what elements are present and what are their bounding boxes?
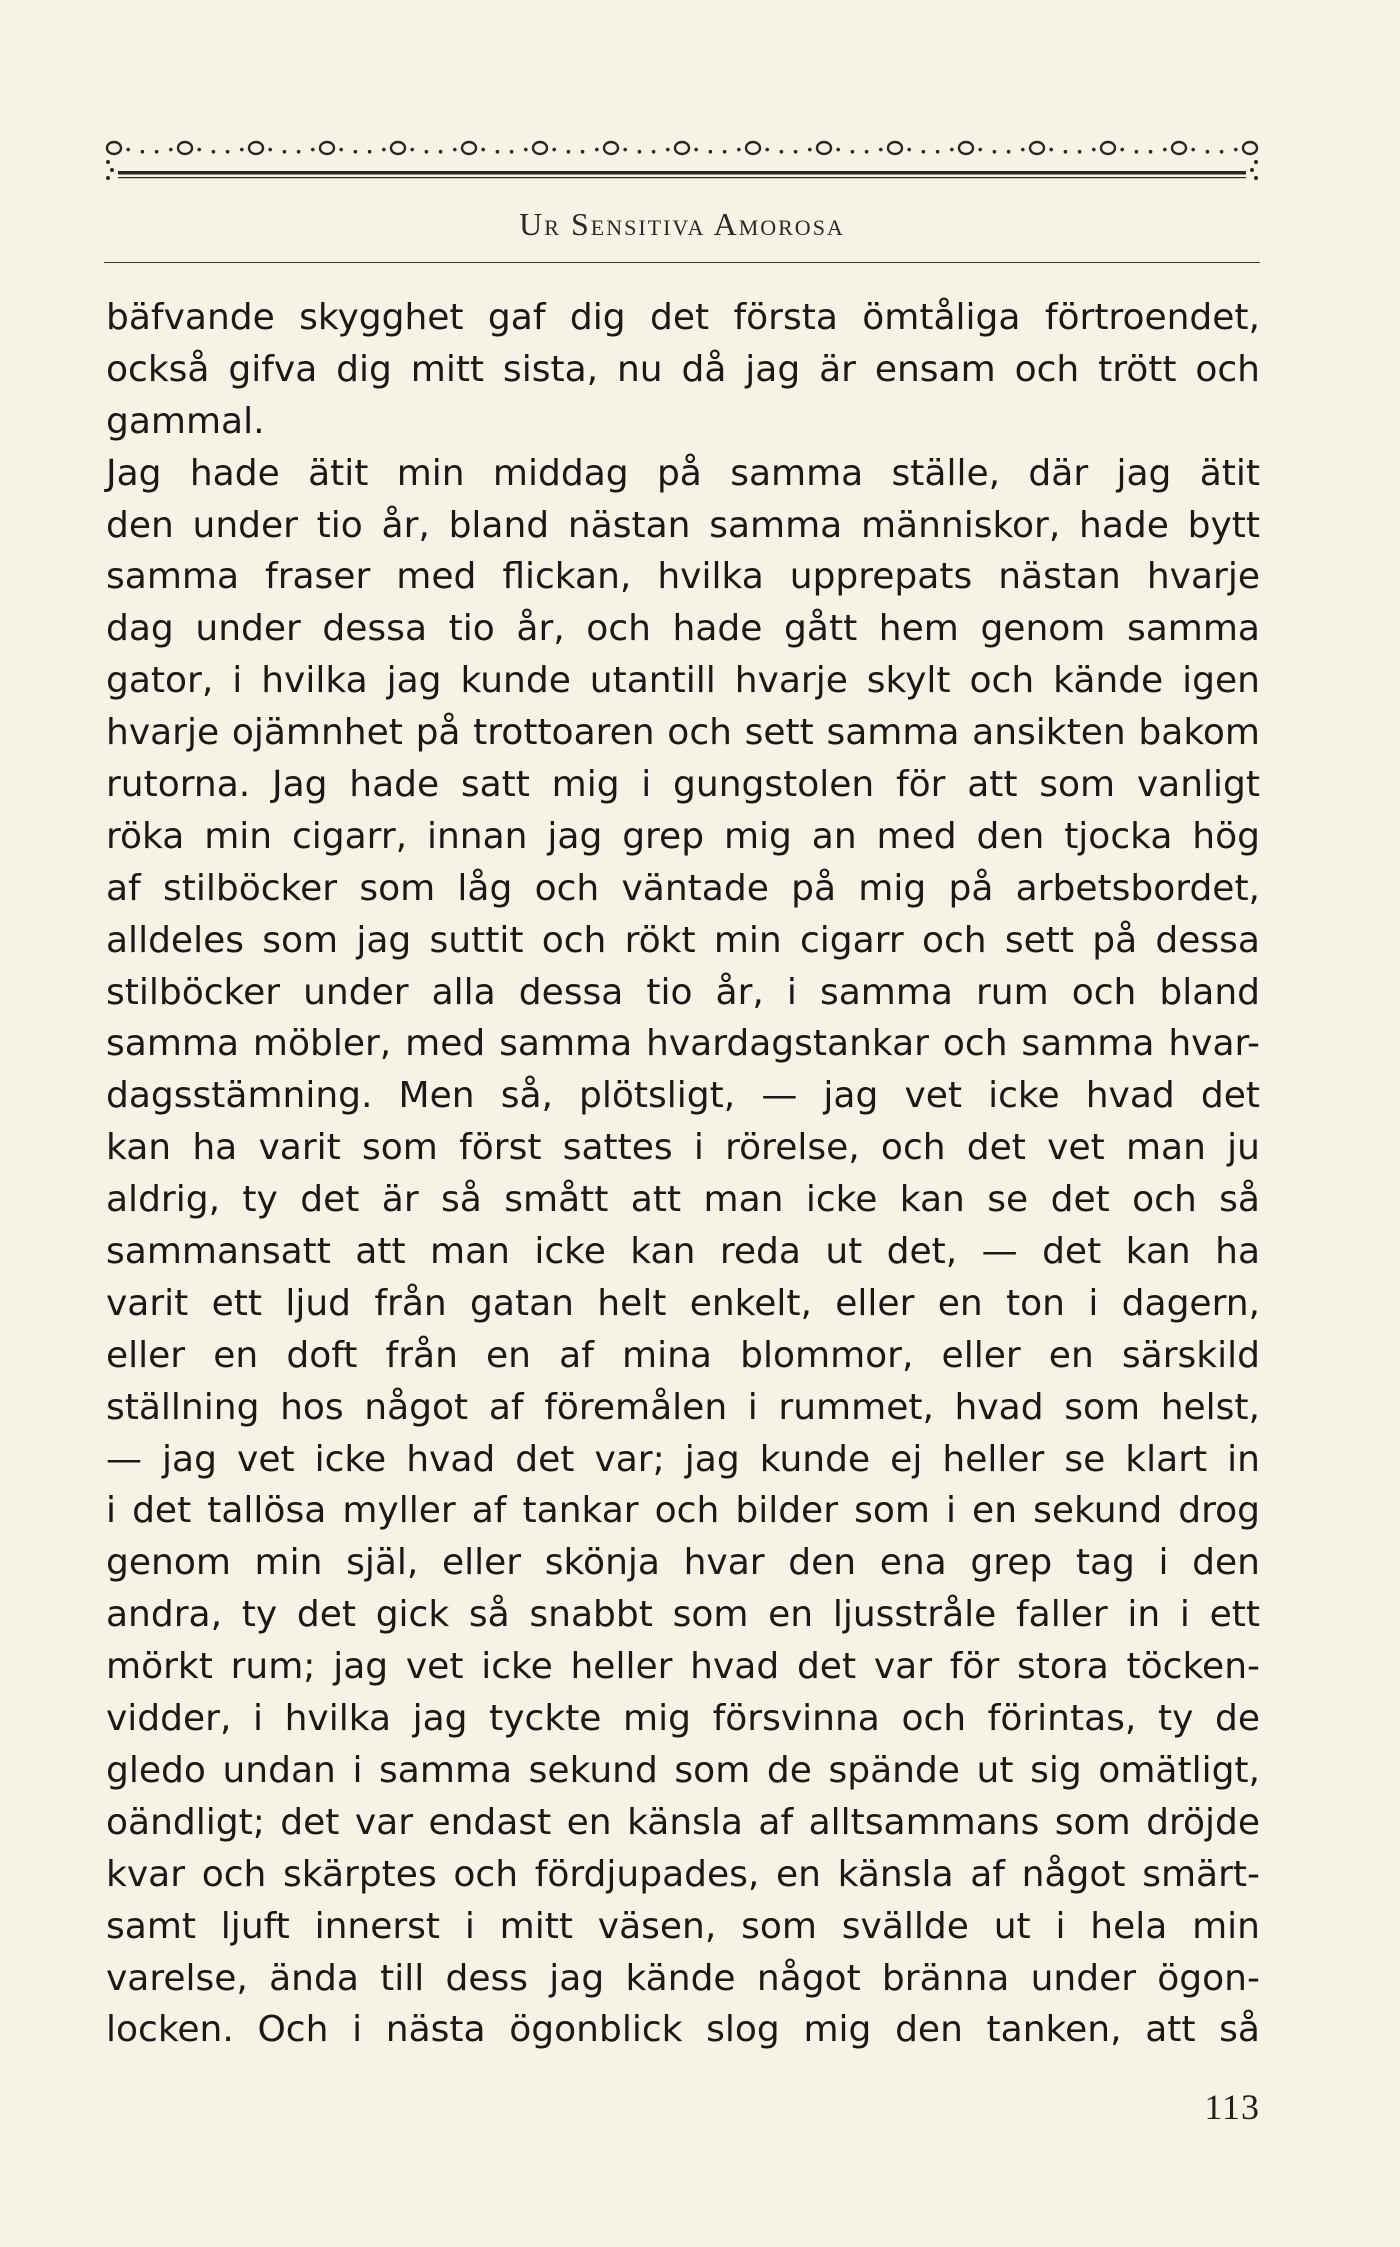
text-line: bäfvande skygghet gaf dig det första ömtåliga förtroendet,	[106, 297, 1260, 338]
text-line: oändligt; det var endast en känsla af alltsammans som dröjde	[106, 1801, 1260, 1843]
text-line: i det tallösa myller af tankar och bilder som i en sekund drog	[106, 1490, 1260, 1532]
text-line: röka min cigarr, innan jag grep mig an med den tjocka hög	[106, 815, 1260, 857]
text-line: genom min själ, eller skönja hvar den ena grep tag i den	[106, 1542, 1260, 1584]
text-line: varit ett ljud från gatan helt enkelt, eller en ton i dagern,	[106, 1282, 1260, 1324]
text-line: varelse, ända till dess jag kände något bränna under ögon-	[106, 1957, 1260, 1999]
text-line: gammal.	[106, 400, 265, 442]
page-number: 113	[1204, 2087, 1260, 2127]
text-line: dagsstämning. Men så, plötsligt, — jag vet icke hvad det	[106, 1075, 1260, 1117]
text-line: mörkt rum; jag vet icke heller hvad det var för stora töcken-	[106, 1646, 1260, 1688]
running-head: Ur Sensitiva Amorosa	[519, 206, 845, 242]
text-line: också gifva dig mitt sista, nu då jag är ensam och trött och	[106, 348, 1260, 390]
text-line: kvar och skärptes och fördjupades, en känsla af något smärt-	[106, 1853, 1260, 1895]
text-line: — jag vet icke hvad det var; jag kunde ej heller se klart in	[106, 1438, 1260, 1480]
text-line: ställning hos något af föremålen i rummet, hvad som helst,	[106, 1386, 1260, 1428]
text-line: sammansatt att man icke kan reda ut det, — det kan ha	[106, 1231, 1260, 1273]
text-line: alldeles som jag suttit och rökt min cigarr och sett på dessa	[106, 919, 1260, 961]
text-line: samma möbler, med samma hvardagstankar och samma hvar-	[106, 1023, 1260, 1065]
text-line: gator, i hvilka jag kunde utantill hvarje skylt och kände igen	[106, 660, 1260, 702]
text-line: eller en doft från en af mina blommor, eller en särskild	[106, 1334, 1260, 1376]
header-rule	[104, 262, 1260, 263]
text-line: gledo undan i samma sekund som de spände ut sig omätligt,	[106, 1749, 1260, 1791]
text-line: Jag hade ätit min middag på samma ställe, där jag ätit	[106, 452, 1260, 494]
body-text	[106, 292, 1260, 2056]
text-line: andra, ty det gick så snabbt som en ljusstråle faller in i ett	[106, 1594, 1260, 1636]
text-line: kan ha varit som först sattes i rörelse, och det vet man ju	[106, 1127, 1260, 1169]
text-line: samma fraser med flickan, hvilka upprepats nästan hvarje	[106, 556, 1260, 598]
text-line: locken. Och i nästa ögonblick slog mig den tanken, att så	[106, 2009, 1260, 2051]
text-line: af stilböcker som låg och väntade på mig på arbetsbordet,	[106, 867, 1260, 909]
text-line: rutorna. Jag hade satt mig i gungstolen för att som vanligt	[106, 764, 1260, 806]
decorative-header-border	[104, 118, 1260, 202]
text-line: den under tio år, bland nästan samma människor, hade bytt	[106, 504, 1260, 546]
text-line: stilböcker under alla dessa tio år, i samma rum och bland	[106, 971, 1260, 1013]
text-line: aldrig, ty det är så smått att man icke kan se det och så	[106, 1179, 1260, 1221]
text-line: vidder, i hvilka jag tyckte mig försvinna och förintas, ty de	[106, 1698, 1260, 1740]
text-line: dag under dessa tio år, och hade gått hem genom samma	[106, 608, 1260, 650]
text-line: hvarje ojämnhet på trottoaren och sett samma ansikten bakom	[106, 712, 1260, 754]
text-line: samt ljuft innerst i mitt väsen, som svällde ut i hela min	[106, 1905, 1260, 1947]
